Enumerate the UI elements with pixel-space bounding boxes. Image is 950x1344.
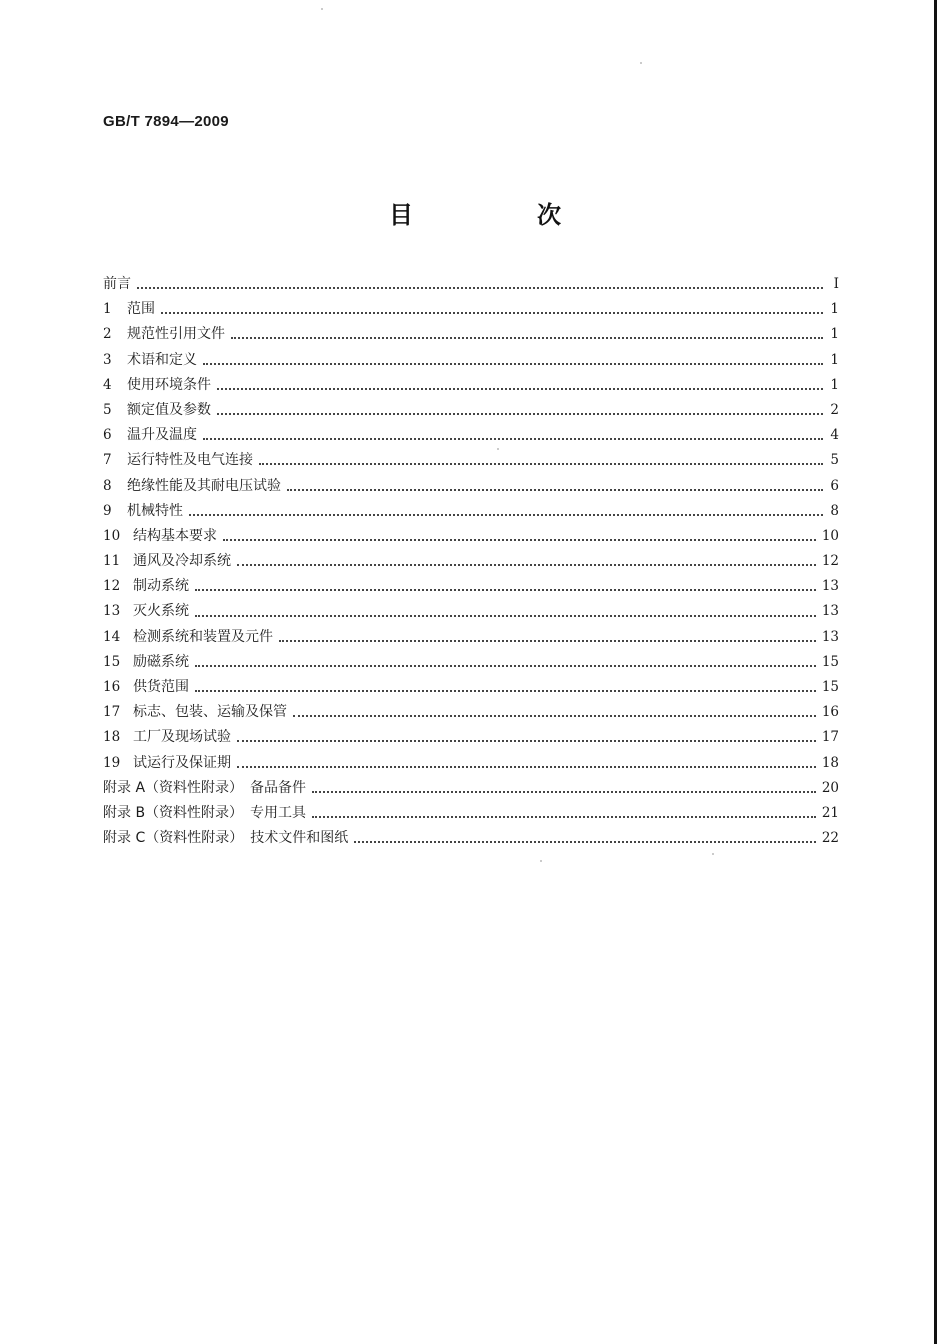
toc-entry-page: 1 (830, 376, 839, 393)
toc-entry-page: 13 (821, 628, 839, 645)
toc-dot-leader (287, 488, 823, 491)
toc-entry-number: 12 (103, 578, 121, 595)
toc-entry[interactable] (103, 322, 839, 347)
toc-entry[interactable] (103, 474, 839, 499)
toc-dot-leader (189, 513, 823, 516)
table-of-contents (103, 272, 839, 851)
toc-entry-label (103, 675, 189, 700)
toc-dot-leader (203, 362, 823, 365)
toc-entry-number: 14 (103, 628, 121, 645)
toc-entry[interactable] (103, 549, 839, 574)
toc-entry-number: 19 (103, 754, 121, 771)
toc-entry-number: 4 (103, 376, 112, 393)
toc-entry-text: 制动系统 (133, 578, 189, 595)
toc-entry-label (103, 297, 155, 322)
toc-entry-text: 标志、包装、运输及保管 (133, 704, 287, 721)
toc-entry-text: 灭火系统 (133, 603, 189, 620)
toc-dot-leader (259, 462, 823, 465)
toc-entry-label (103, 574, 189, 599)
toc-dot-leader (161, 311, 823, 314)
scan-speck (712, 853, 714, 855)
toc-entry-page: 17 (821, 729, 839, 746)
toc-entry-label (103, 776, 306, 801)
toc-entry[interactable] (103, 448, 839, 473)
toc-entry-number: 15 (103, 653, 121, 670)
toc-entry-page: 15 (821, 653, 839, 670)
toc-entry-label (103, 474, 281, 499)
toc-entry[interactable] (103, 524, 839, 549)
toc-entry-text: 附录 C（资料性附录） 技术文件和图纸 (103, 830, 349, 847)
toc-dot-leader (312, 790, 816, 793)
toc-dot-leader (237, 739, 816, 742)
scan-speck (640, 62, 642, 64)
toc-entry-text: 通风及冷却系统 (133, 553, 231, 570)
page-title: 目 次 (389, 201, 611, 229)
toc-dot-leader (217, 412, 823, 415)
toc-dot-leader (137, 286, 823, 289)
toc-dot-leader (237, 765, 816, 768)
toc-dot-leader (195, 588, 816, 591)
toc-entry-text: 工厂及现场试验 (133, 729, 231, 746)
toc-entry-label (103, 751, 231, 776)
toc-entry-number: 2 (103, 326, 112, 343)
toc-dot-leader (195, 614, 816, 617)
toc-entry-text: 范围 (127, 301, 155, 318)
toc-entry-text: 附录 B（资料性附录） 专用工具 (103, 804, 307, 821)
scan-speck (497, 448, 499, 450)
toc-entry-text: 额定值及参数 (127, 401, 211, 418)
toc-entry-label (103, 448, 253, 473)
standard-code: GB/T 7894—2009 (103, 113, 229, 130)
toc-entry-text: 供货范围 (133, 679, 189, 695)
toc-dot-leader (354, 840, 816, 843)
toc-entry-text: 规范性引用文件 (127, 326, 225, 343)
toc-entry-number: 1 (103, 301, 112, 318)
toc-dot-leader (231, 336, 823, 339)
toc-entry[interactable] (103, 625, 839, 650)
toc-entry[interactable] (103, 574, 839, 599)
toc-entry-page: 2 (830, 401, 839, 418)
toc-entry-label (103, 373, 211, 398)
toc-entry[interactable] (103, 373, 839, 398)
toc-entry[interactable] (103, 297, 839, 322)
toc-entry-text: 机械特性 (127, 502, 183, 519)
toc-entry-label (103, 625, 273, 650)
toc-dot-leader (312, 815, 816, 818)
toc-dot-leader (293, 714, 816, 717)
toc-dot-leader (279, 639, 816, 642)
toc-entry-label (103, 272, 131, 297)
toc-entry-number: 18 (103, 729, 121, 746)
toc-entry-page: 4 (830, 427, 839, 444)
toc-entry-number: 7 (103, 452, 112, 469)
toc-entry-label (103, 398, 211, 423)
toc-entry-text: 试运行及保证期 (133, 754, 231, 771)
toc-entry-page: 20 (821, 779, 839, 796)
toc-entry[interactable] (103, 499, 839, 524)
toc-entry-text: 绝缘性能及其耐电压试验 (127, 477, 281, 494)
toc-entry-label (103, 549, 231, 574)
toc-entry[interactable] (103, 348, 839, 373)
toc-entry[interactable] (103, 675, 839, 700)
toc-entry-number: 10 (103, 527, 121, 544)
toc-entry[interactable] (103, 751, 839, 776)
toc-entry[interactable] (103, 776, 839, 801)
toc-entry-number: 13 (103, 603, 121, 620)
toc-entry-number: 16 (103, 679, 121, 695)
toc-entry-text: 结构基本要求 (133, 527, 217, 544)
toc-entry[interactable] (103, 272, 839, 297)
toc-entry[interactable] (103, 423, 839, 448)
toc-entry-number: 6 (103, 427, 112, 444)
toc-dot-leader (203, 437, 823, 440)
toc-dot-leader (223, 538, 816, 541)
toc-entry-label (103, 801, 306, 826)
toc-entry-page: 12 (821, 553, 839, 570)
toc-entry-label (103, 650, 189, 675)
toc-entry-page: 1 (830, 351, 839, 368)
toc-entry-label (103, 524, 217, 549)
toc-dot-leader (217, 387, 823, 390)
toc-entry-page: 6 (830, 477, 839, 494)
toc-entry-label (103, 700, 287, 725)
toc-dot-leader (195, 664, 816, 667)
toc-entry-label (103, 725, 231, 750)
scan-speck (540, 860, 542, 862)
toc-entry-page: 16 (821, 704, 839, 721)
toc-entry-number: 3 (103, 351, 112, 368)
toc-entry-page: Ⅰ (833, 276, 839, 292)
toc-entry[interactable] (103, 826, 839, 851)
toc-entry[interactable] (103, 599, 839, 624)
toc-entry-text: 运行特性及电气连接 (127, 452, 253, 469)
toc-entry[interactable] (103, 725, 839, 750)
toc-entry-text: 励磁系统 (133, 653, 189, 670)
toc-entry-number: 8 (103, 477, 112, 494)
toc-entry-text: 前言 (103, 276, 131, 292)
toc-entry-page: 10 (821, 527, 839, 544)
toc-entry-text: 使用环境条件 (127, 376, 211, 393)
toc-entry-label (103, 826, 348, 851)
scan-speck (321, 8, 323, 10)
toc-entry-page: 13 (821, 603, 839, 620)
toc-entry-text: 温升及温度 (127, 427, 197, 444)
toc-dot-leader (195, 689, 816, 692)
toc-entry-text: 术语和定义 (127, 351, 197, 368)
toc-entry-page: 1 (830, 326, 839, 343)
toc-entry-text: 附录 A（资料性附录） 备品备件 (103, 779, 307, 796)
toc-entry-number: 9 (103, 502, 112, 519)
toc-entry-page: 22 (821, 830, 839, 847)
toc-entry-label (103, 423, 197, 448)
toc-entry-number: 5 (103, 401, 112, 418)
toc-entry-page: 13 (821, 578, 839, 595)
toc-entry-page: 8 (830, 502, 839, 519)
toc-entry-label (103, 348, 197, 373)
toc-entry[interactable] (103, 398, 839, 423)
toc-dot-leader (237, 563, 816, 566)
toc-entry-page: 15 (821, 679, 839, 695)
toc-entry[interactable] (103, 650, 839, 675)
toc-entry-label (103, 499, 183, 524)
toc-entry-number: 17 (103, 704, 121, 721)
toc-entry-text: 检测系统和装置及元件 (133, 628, 273, 645)
toc-entry-label (103, 322, 225, 347)
toc-entry-label (103, 599, 189, 624)
toc-entry-page: 1 (830, 301, 839, 318)
toc-entry-page: 21 (821, 804, 839, 821)
toc-entry-page: 5 (830, 452, 839, 469)
toc-entry-number: 11 (103, 553, 121, 570)
toc-entry[interactable] (103, 801, 839, 826)
toc-entry-page: 18 (821, 754, 839, 771)
toc-entry[interactable] (103, 700, 839, 725)
